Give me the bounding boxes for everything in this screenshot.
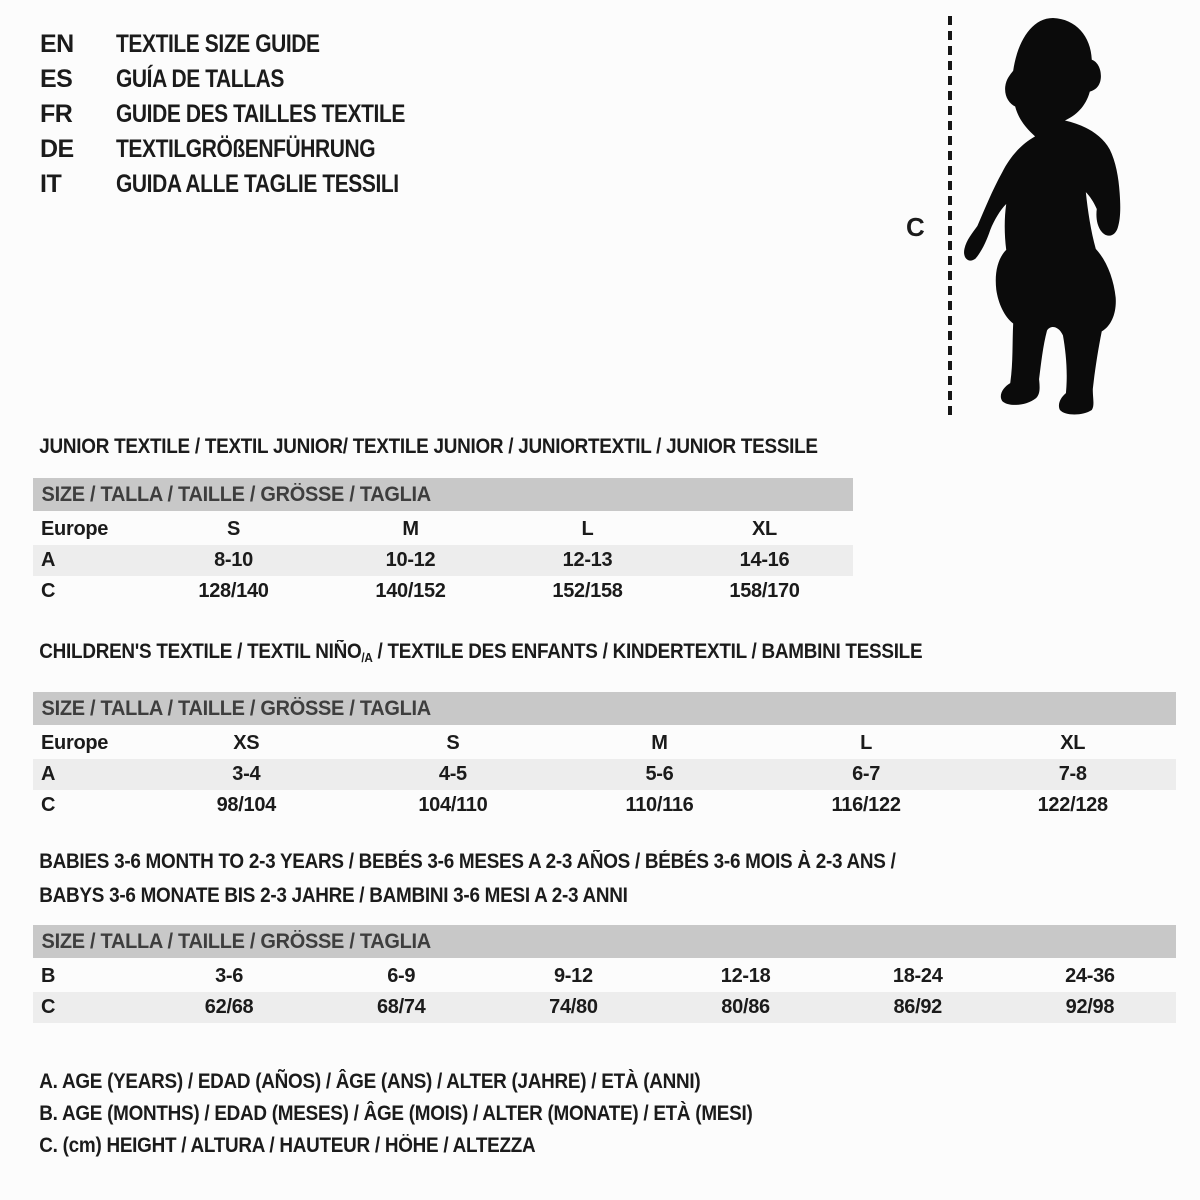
value-cell: 92/98 xyxy=(1065,996,1115,1018)
table-row-age-months xyxy=(33,961,1176,992)
size-cell: L xyxy=(860,732,873,754)
legend-line-c: C. (cm) HEIGHT / ALTURA / HAUTEUR / HÖHE / ALTEZZA xyxy=(39,1134,536,1157)
value-cell: 5-6 xyxy=(645,763,674,785)
value-cell: 62/68 xyxy=(204,996,254,1018)
value-cell: 18-24 xyxy=(892,965,943,987)
children-section-title xyxy=(33,640,1062,670)
language-code: EN xyxy=(40,30,74,58)
junior-size-table xyxy=(33,514,853,607)
language-code: DE xyxy=(40,135,74,163)
babies-section-title-line1: BABIES 3-6 MONTH TO 2-3 YEARS / BEBÉS 3-6 MESES A 2-3 AÑOS / BÉBÉS 3-6 MOIS À 2-3 ANS / xyxy=(39,850,896,873)
size-header-label: SIZE / TALLA / TAILLE / GRÖSSE / TAGLIA xyxy=(41,929,431,953)
value-cell: 86/92 xyxy=(893,996,943,1018)
size-cell: XS xyxy=(233,732,260,754)
row-label: C xyxy=(41,580,56,602)
height-dashed-line xyxy=(948,16,952,418)
babies-size-table xyxy=(33,961,1176,1023)
size-cell: XL xyxy=(752,518,777,540)
section-childrens-textile xyxy=(33,640,1176,821)
legend-line-b: B. AGE (MONTHS) / EDAD (MESES) / ÂGE (MOIS) / ALTER (MONATE) / ETÀ (MESI) xyxy=(39,1102,753,1125)
size-cell: L xyxy=(581,518,594,540)
table-row-height xyxy=(33,576,853,607)
language-row-de xyxy=(40,132,460,167)
language-row-it xyxy=(40,167,460,202)
row-label: Europe xyxy=(41,732,109,754)
children-size-table xyxy=(33,728,1176,821)
size-cell: S xyxy=(446,732,460,754)
language-row-fr xyxy=(40,97,460,132)
value-cell: 140/152 xyxy=(375,580,446,602)
guide-title-it: GUIDA ALLE TAGLIE TESSILI xyxy=(116,170,399,198)
section-babies-textile xyxy=(33,845,1176,1023)
value-cell: 4-5 xyxy=(438,763,467,785)
value-cell: 10-12 xyxy=(385,549,436,571)
value-cell: 74/80 xyxy=(549,996,598,1018)
value-cell: 116/122 xyxy=(831,794,901,816)
junior-size-header-bar xyxy=(33,478,853,511)
value-cell: 3-4 xyxy=(232,763,261,785)
language-code: ES xyxy=(40,65,73,93)
value-cell: 6-9 xyxy=(387,965,416,987)
row-label: Europe xyxy=(41,518,109,540)
value-cell: 68/74 xyxy=(376,996,426,1018)
babies-section-title-line2: BABYS 3-6 MONATE BIS 2-3 JAHRE / BAMBINI 3-6 MESI A 2-3 ANNI xyxy=(39,884,628,907)
value-cell: 12-18 xyxy=(720,965,771,987)
babies-size-header-bar xyxy=(33,925,1176,958)
value-cell: 98/104 xyxy=(216,794,276,816)
table-row-age-years xyxy=(33,545,853,576)
language-code: IT xyxy=(40,170,62,198)
value-cell: 8-10 xyxy=(214,549,253,571)
size-header-label: SIZE / TALLA / TAILLE / GRÖSSE / TAGLIA xyxy=(41,482,431,506)
table-row-height xyxy=(33,790,1176,821)
value-cell: 3-6 xyxy=(215,965,244,987)
size-cell: M xyxy=(402,518,419,540)
size-cell: M xyxy=(651,732,668,754)
value-cell: 14-16 xyxy=(739,549,790,571)
height-marker-label: C xyxy=(906,212,925,242)
language-row-es xyxy=(40,62,460,97)
value-cell: 80/86 xyxy=(721,996,770,1018)
row-label: A xyxy=(41,549,56,571)
section-junior-textile xyxy=(33,435,853,607)
legend-line-a: A. AGE (YEARS) / EDAD (AÑOS) / ÂGE (ANS) / ALTER (JAHRE) / ETÀ (ANNI) xyxy=(39,1070,701,1093)
language-title-list xyxy=(40,27,460,202)
value-cell: 24-36 xyxy=(1065,965,1115,987)
value-cell: 9-12 xyxy=(553,965,593,987)
row-label: B xyxy=(41,965,56,987)
row-label: C xyxy=(41,996,56,1018)
value-cell: 104/110 xyxy=(418,794,488,816)
guide-title-en: TEXTILE SIZE GUIDE xyxy=(116,30,320,58)
table-row-europe xyxy=(33,728,1176,759)
row-label: A xyxy=(41,763,56,785)
title-subscript: /A xyxy=(361,650,373,665)
measurement-legend xyxy=(33,1066,832,1162)
size-header-label: SIZE / TALLA / TAILLE / GRÖSSE / TAGLIA xyxy=(41,696,431,720)
table-row-age-years xyxy=(33,759,1176,790)
value-cell: 158/170 xyxy=(729,580,800,602)
row-label: C xyxy=(41,794,56,816)
value-cell: 122/128 xyxy=(1037,794,1108,816)
size-cell: S xyxy=(226,518,241,540)
guide-title-es: GUÍA DE TALLAS xyxy=(116,65,284,93)
value-cell: 152/158 xyxy=(552,580,623,602)
title-part: / TEXTILE DES ENFANTS / KINDERTEXTIL / BAMBINI TESSILE xyxy=(372,640,923,663)
guide-title-de: TEXTILGRÖßENFÜHRUNG xyxy=(116,135,376,163)
guide-title-fr: GUIDE DES TAILLES TEXTILE xyxy=(116,100,405,128)
value-cell: 110/116 xyxy=(625,794,694,816)
junior-section-title: JUNIOR TEXTILE / TEXTIL JUNIOR/ TEXTILE JUNIOR / JUNIORTEXTIL / JUNIOR TESSILE xyxy=(39,435,818,458)
language-row-en xyxy=(40,27,460,62)
size-cell: XL xyxy=(1060,732,1086,754)
value-cell: 7-8 xyxy=(1058,763,1087,785)
table-row-height xyxy=(33,992,1176,1023)
language-code: FR xyxy=(40,100,73,128)
toddler-silhouette-image xyxy=(960,12,1142,420)
value-cell: 128/140 xyxy=(198,580,269,602)
value-cell: 12-13 xyxy=(562,549,613,571)
value-cell: 6-7 xyxy=(852,763,881,785)
title-part: CHILDREN'S TEXTILE / TEXTIL NIÑO xyxy=(39,640,362,663)
table-row-europe xyxy=(33,514,853,545)
children-size-header-bar xyxy=(33,692,1176,725)
